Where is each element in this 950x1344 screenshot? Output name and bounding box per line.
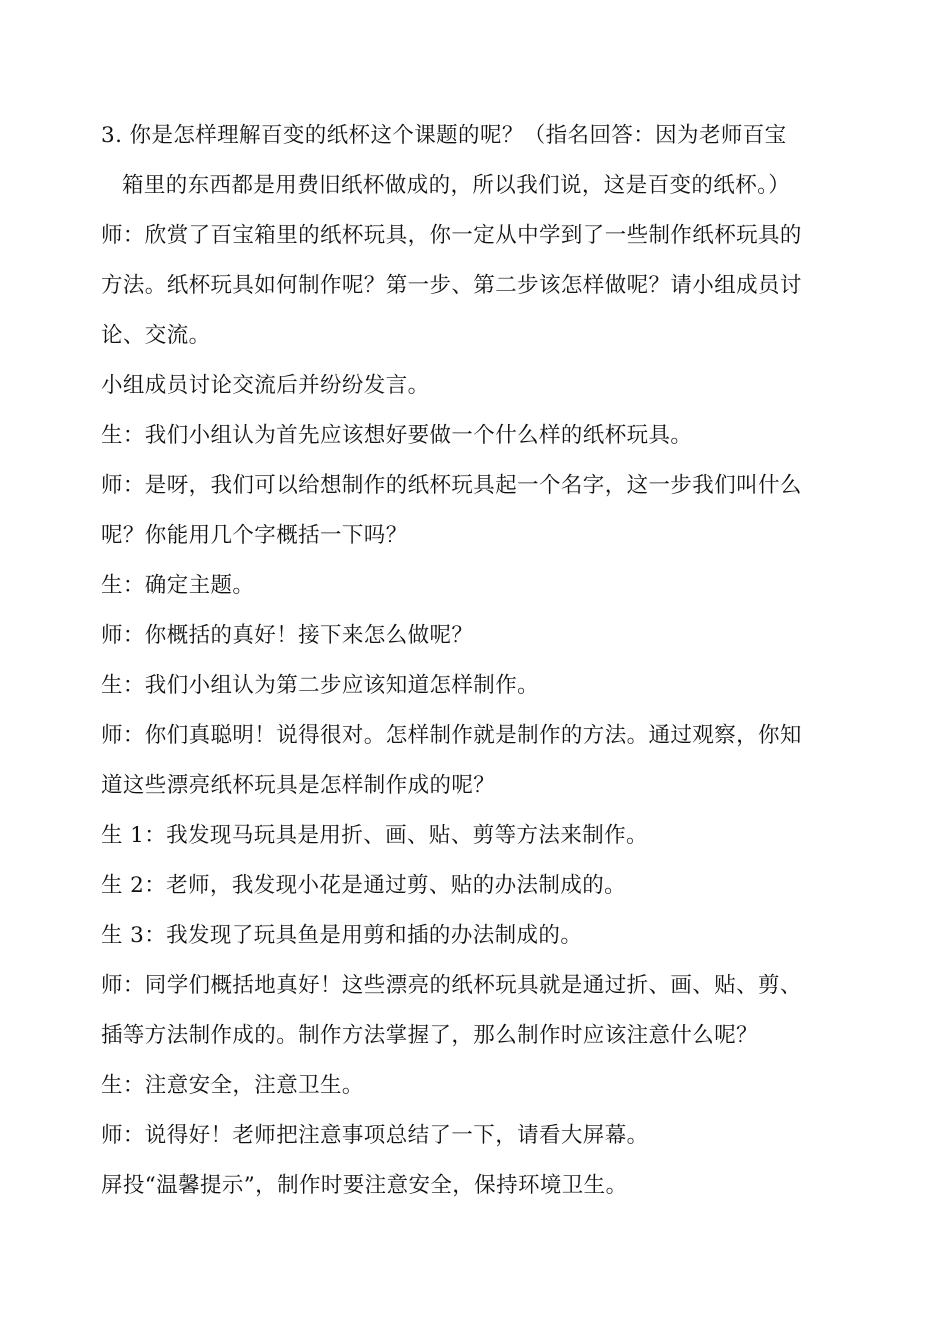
narration-line: 屏投“温馨提示”，制作时要注意安全，保持环境卫生。: [101, 1173, 628, 1198]
teacher-line-continued: 呢？你能用几个字概括一下吗？: [101, 523, 408, 548]
teacher-line: 师：说得好！老师把注意事项总结了一下，请看大屏幕。: [101, 1123, 649, 1148]
answer-continuation-line: 箱里的东西都是用费旧纸杯做成的，所以我们说，这是百变的纸杯。）: [122, 173, 791, 198]
teacher-line: 师：同学们概括地真好！这些漂亮的纸杯玩具就是通过折、画、贴、剪、: [101, 973, 802, 998]
student-line: 生：确定主题。: [101, 573, 255, 598]
teacher-line-continued: 插等方法制作成的。制作方法掌握了，那么制作时应该注意什么呢？: [101, 1023, 759, 1048]
student-line: 生 3：我发现了玩具鱼是用剪和插的办法制成的。: [101, 923, 583, 948]
teacher-line: 师：是呀，我们可以给想制作的纸杯玩具起一个名字，这一步我们叫什么: [101, 473, 802, 498]
teacher-line-continued: 论、交流。: [101, 323, 211, 348]
teacher-line: 师：欣赏了百宝箱里的纸杯玩具，你一定从中学到了一些制作纸杯玩具的: [101, 223, 802, 248]
question-line: 3. 你是怎样理解百变的纸杯这个课题的呢？（指名回答：因为老师百宝: [101, 123, 787, 148]
student-line: 生：我们小组认为首先应该想好要做一个什么样的纸杯玩具。: [101, 423, 693, 448]
student-line: 生：我们小组认为第二步应该知道怎样制作。: [101, 673, 540, 698]
student-line: 生 1：我发现马玩具是用折、画、贴、剪等方法来制作。: [101, 823, 648, 848]
teacher-line-continued: 道这些漂亮纸杯玩具是怎样制作成的呢？: [101, 773, 496, 798]
student-line: 生 2：老师，我发现小花是通过剪、贴的办法制成的。: [101, 873, 627, 898]
narration-line: 小组成员讨论交流后并纷纷发言。: [101, 373, 430, 398]
teacher-line: 师：你概括的真好！接下来怎么做呢？: [101, 623, 474, 648]
teacher-line: 师：你们真聪明！说得很对。怎样制作就是制作的方法。通过观察，你知: [101, 723, 802, 748]
student-line: 生：注意安全，注意卫生。: [101, 1073, 364, 1098]
teacher-line-continued: 方法。纸杯玩具如何制作呢？第一步、第二步该怎样做呢？请小组成员讨: [101, 273, 802, 298]
